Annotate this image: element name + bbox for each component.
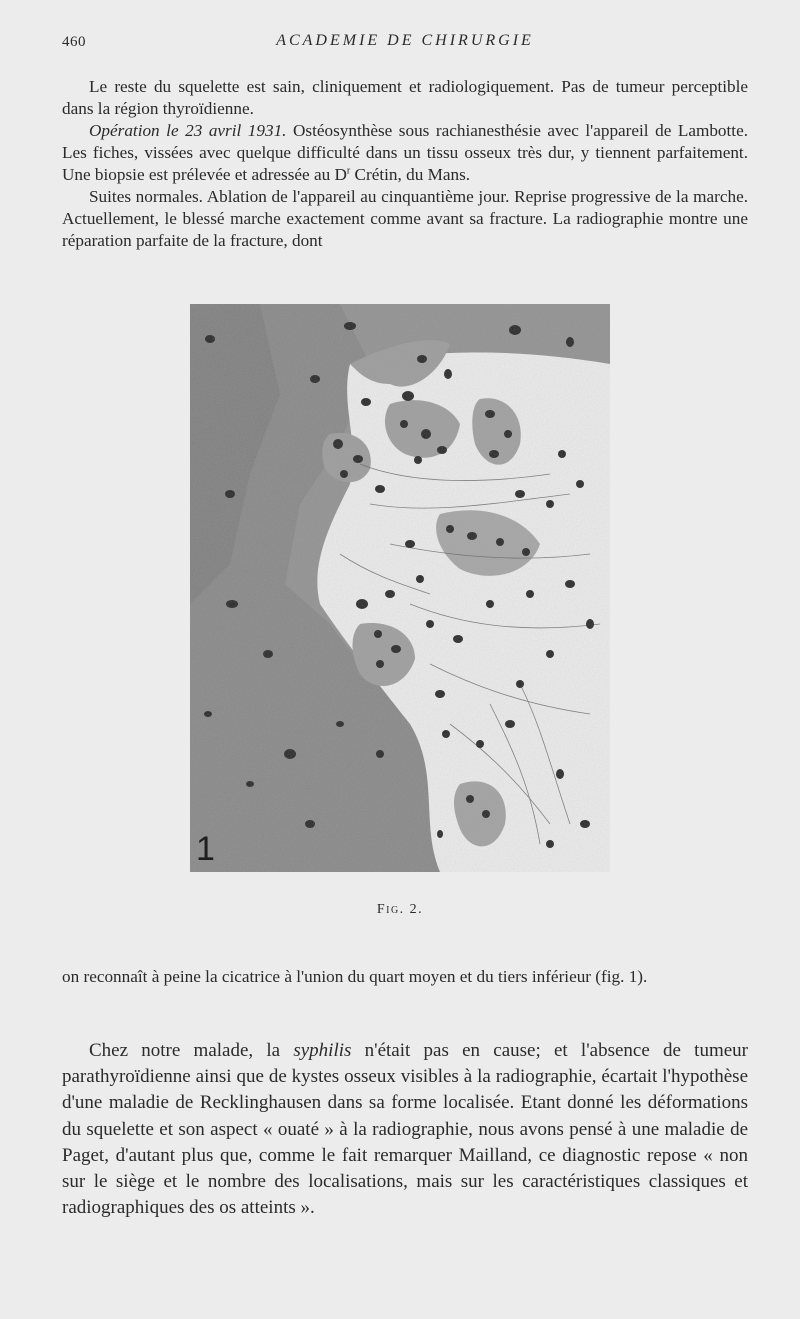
paragraph-followup: Suites normales. Ablation de l'appareil au cinquantième jour. Reprise progressive de la marche. Actuellement, le blessé marche exactement comme avant sa fracture. La radiographie montre une réparation parfaite de la fracture, dont — [62, 187, 748, 250]
text-block-bottom — [62, 1038, 748, 1221]
operation-label: Opération le — [89, 121, 179, 140]
operation-text-end: Crétin, du Mans. — [350, 165, 471, 184]
histology-illustration — [190, 304, 610, 872]
paragraph-scar: on reconnaît à peine la cicatrice à l'union du quart moyen et du tiers inférieur (fig. 1). — [62, 967, 648, 986]
figure-caption: Fig. 2. — [376, 902, 424, 917]
diagnosis-text-b: n'était pas en cause; et l'absence de tumeur parathyroïdienne ainsi que de kystes osseux visibles à la radiographie, écartait l'hypothèse d'une maladie de Recklinghausen dans sa forme localisée. Etant donné les déformations du squelette et son aspect « ouaté » à la radiographie, nous avons pensé à une maladie de Paget, d'autant plus que, comme le fait remarquer Mailland, ce diagnostic repose « non sur le siège et le nombre des localisations, mais sur les caractéristiques classiques et radiographiques des os atteints ». — [62, 1040, 748, 1219]
paragraph-operation — [62, 120, 748, 186]
doctor-superscript: r — [346, 165, 351, 177]
running-title: ACADEMIE DE CHIRURGIE — [276, 32, 534, 49]
diagnosis-text-a: Chez notre malade, la — [89, 1040, 294, 1061]
paragraph-diagnosis — [62, 1038, 748, 1221]
operation-text: Ostéosynthèse sous rachianesthésie avec l'appareil de Lambotte. Les fiches, vissées avec quelque difficulté dans un tissu osseux très dur, y tiennent parfaitement. Une biopsie est prélevée et adressée au D — [62, 121, 749, 184]
page-header — [62, 30, 748, 56]
text-block-top — [62, 76, 748, 252]
paragraph-skeleton: Le reste du squelette est sain, cliniquement et radiologiquement. Pas de tumeur perceptible dans la région thyroïdienne. — [62, 77, 748, 118]
text-block-middle — [62, 966, 748, 988]
histology-figure — [190, 304, 610, 872]
page-number: 460 — [62, 34, 86, 50]
operation-date: 23 avril 1931. — [185, 121, 287, 140]
plate-number: 1 — [196, 830, 215, 868]
syphilis-term: syphilis — [293, 1040, 352, 1061]
